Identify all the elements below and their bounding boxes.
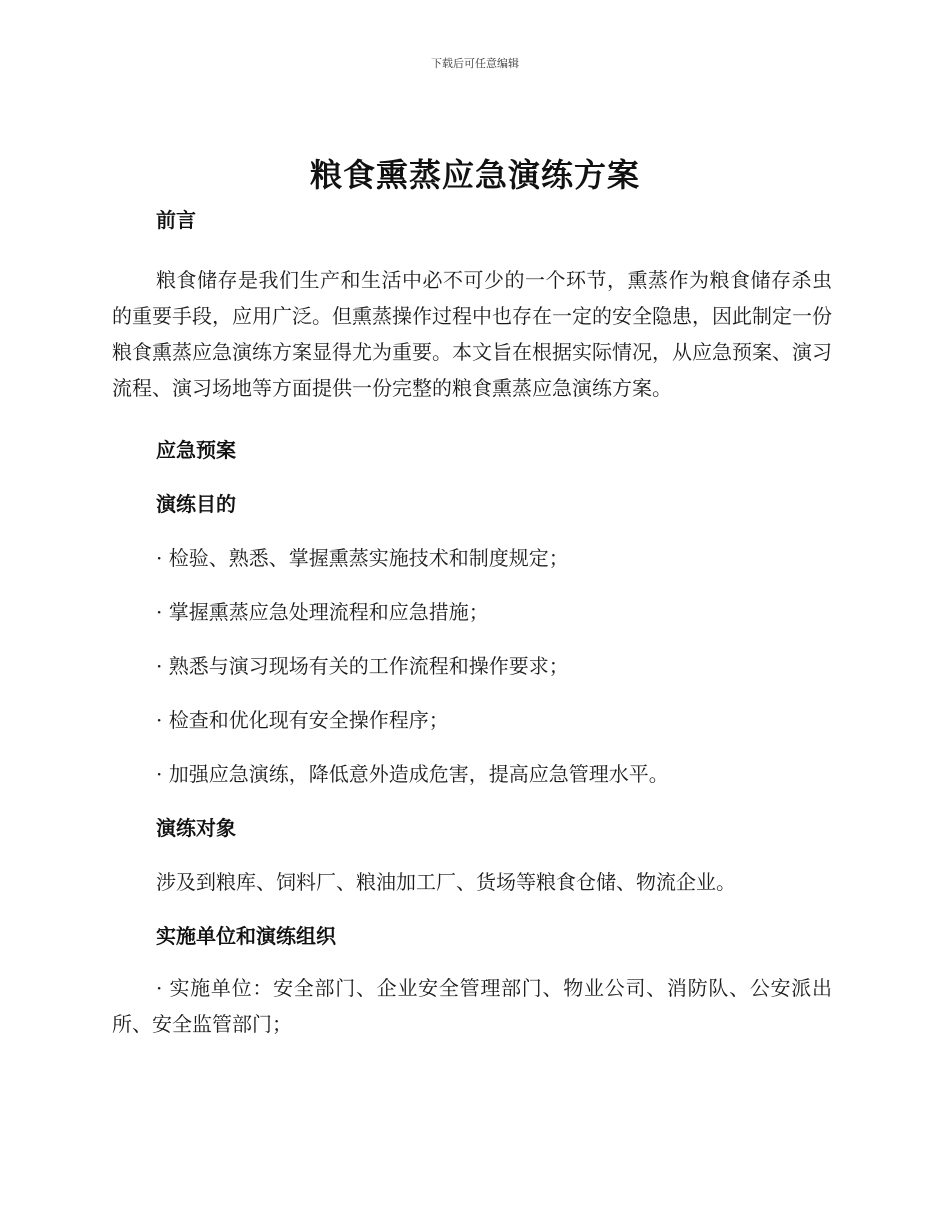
section-heading-implementation: 实施单位和演练组织 [156,924,336,948]
preface-paragraph: 粮食储存是我们生产和生活中必不可少的一个环节，熏蒸作为粮食储存杀虫的重要手段，应用广泛。但熏蒸操作过程中也存在一定的安全隐患，因此制定一份粮食熏蒸应急演练方案显得尤为重要。本文旨在根据实际情况，从应急预案、演习流程、演习场地等方面提供一份完整的粮食熏蒸应急演练方案。 [112,268,832,400]
drill-purpose-item: · 掌握熏蒸应急处理流程和应急措施； [156,600,489,624]
section-heading-drill-purpose: 演练目的 [156,492,236,516]
drill-purpose-item: · 加强应急演练，降低意外造成危害，提高应急管理水平。 [156,762,669,786]
page-header-note: 下载后可任意编辑 [431,57,519,70]
section-heading-preface: 前言 [156,208,196,232]
document-title: 粮食熏蒸应急演练方案 [309,156,640,194]
section-heading-drill-target: 演练对象 [156,816,236,840]
drill-purpose-item: · 熟悉与演习现场有关的工作流程和操作要求； [156,654,569,678]
section-heading-emergency-plan: 应急预案 [156,438,236,462]
drill-purpose-item: · 检查和优化现有安全操作程序； [156,708,449,732]
document-body [112,200,832,1042]
implementation-item: · 实施单位：安全部门、企业安全管理部门、物业公司、消防队、公安派出所、安全监管部门； [112,976,832,1036]
drill-purpose-item: · 检验、熟悉、掌握熏蒸实施技术和制度规定； [156,546,569,570]
drill-target-text: 涉及到粮库、饲料厂、粮油加工厂、货场等粮食仓储、物流企业。 [156,870,736,894]
